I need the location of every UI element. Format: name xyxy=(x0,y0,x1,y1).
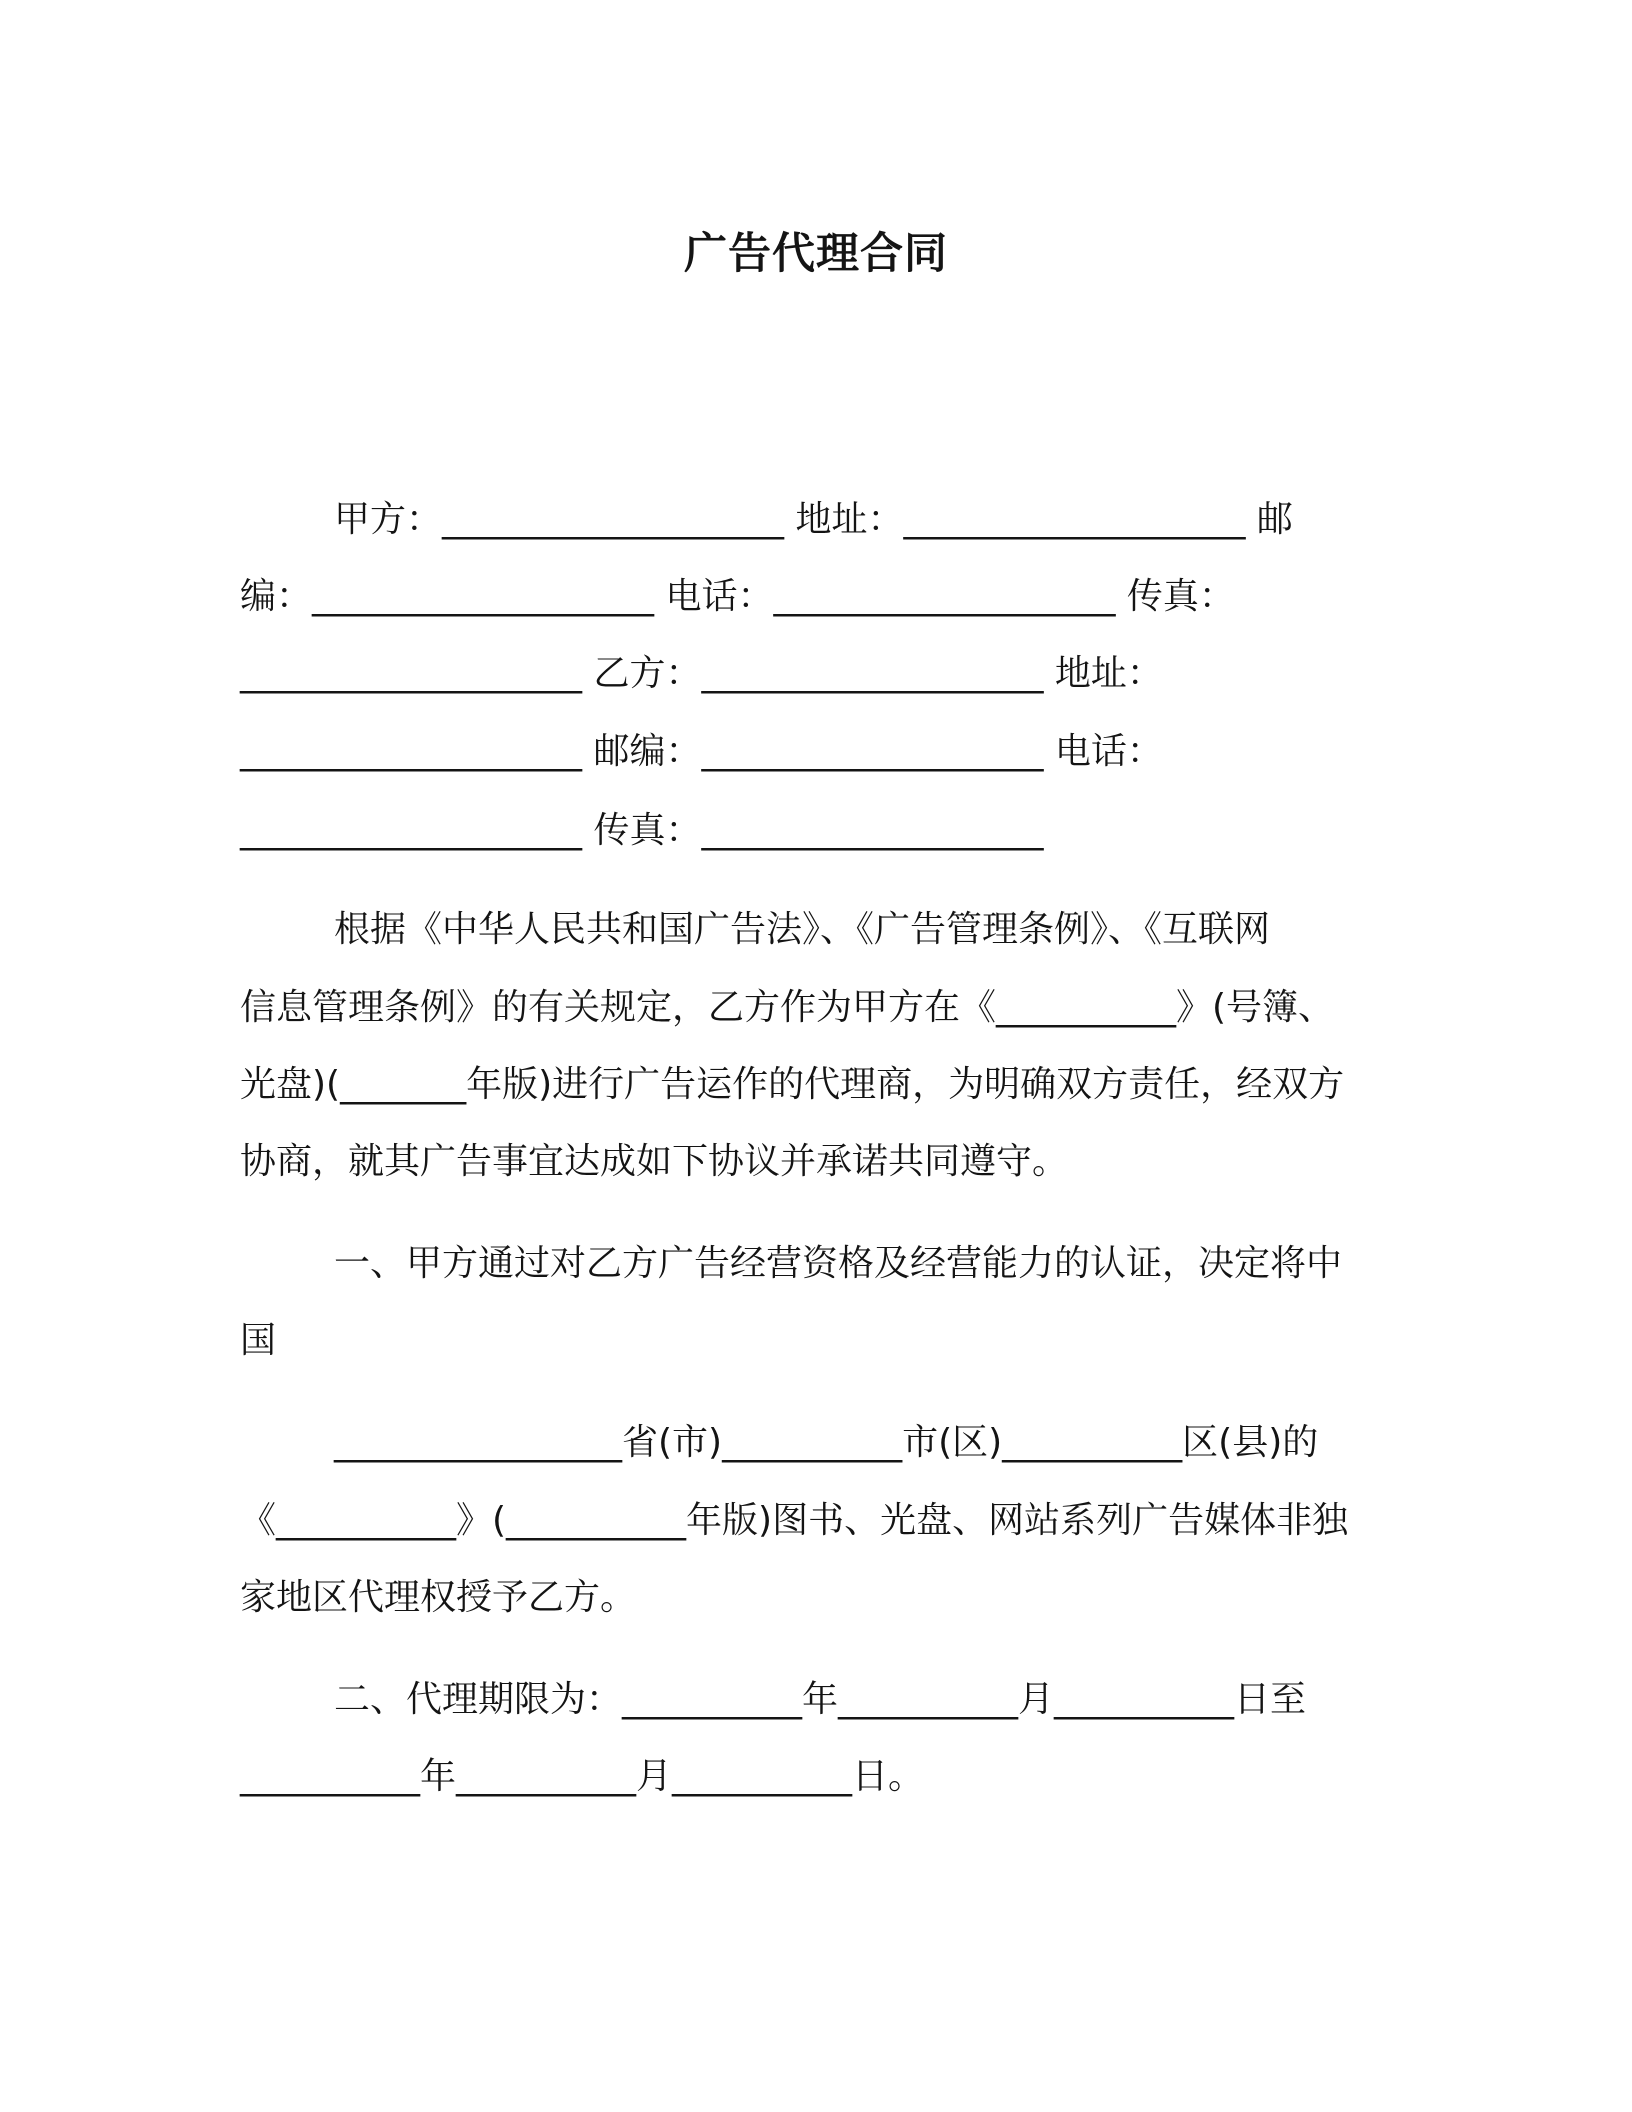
parties-line-3: ___________________ 乙方：___________________ 地址： xyxy=(240,653,1163,694)
document-title: 广告代理合同 xyxy=(684,229,948,279)
clause-1-line-1: 一、甲方通过对乙方广告经营资格及经营能力的认证，决定将中 xyxy=(334,1243,1343,1284)
clause-1-line-5: 家地区代理权授予乙方。 xyxy=(240,1577,637,1618)
parties-line-1: 甲方：___________________ 地址：___________________ 邮 xyxy=(334,499,1293,540)
clause-1-line-4: 《__________》(__________年版)图书、光盘、网站系列广告媒体非独 xyxy=(240,1500,1349,1541)
clause-1-line-3: ________________省(市)__________市(区)__________区(县)的 xyxy=(334,1422,1319,1463)
preamble-line-3: 光盘)(_______年版)进行广告运作的代理商，为明确双方责任，经双方 xyxy=(240,1064,1345,1105)
clause-1-line-2: 国 xyxy=(240,1320,277,1361)
preamble-line-2: 信息管理条例》的有关规定，乙方作为甲方在《__________》(号簿、 xyxy=(240,987,1335,1028)
parties-line-5: ___________________ 传真：___________________ xyxy=(240,810,1044,851)
preamble-line-4: 协商，就其广告事宜达成如下协议并承诺共同遵守。 xyxy=(240,1141,1069,1182)
parties-line-2: 编：___________________ 电话：___________________ 传真： xyxy=(240,576,1235,617)
parties-line-4: ___________________ 邮编：___________________ 电话： xyxy=(240,731,1163,772)
clause-2-line-1: 二、代理期限为：__________年__________月__________日至 xyxy=(334,1679,1307,1720)
preamble-line-1: 根据《中华人民共和国广告法》、《广告管理条例》、《互联网 xyxy=(334,909,1271,950)
clause-2-line-2: __________年__________月__________日。 xyxy=(240,1756,924,1797)
